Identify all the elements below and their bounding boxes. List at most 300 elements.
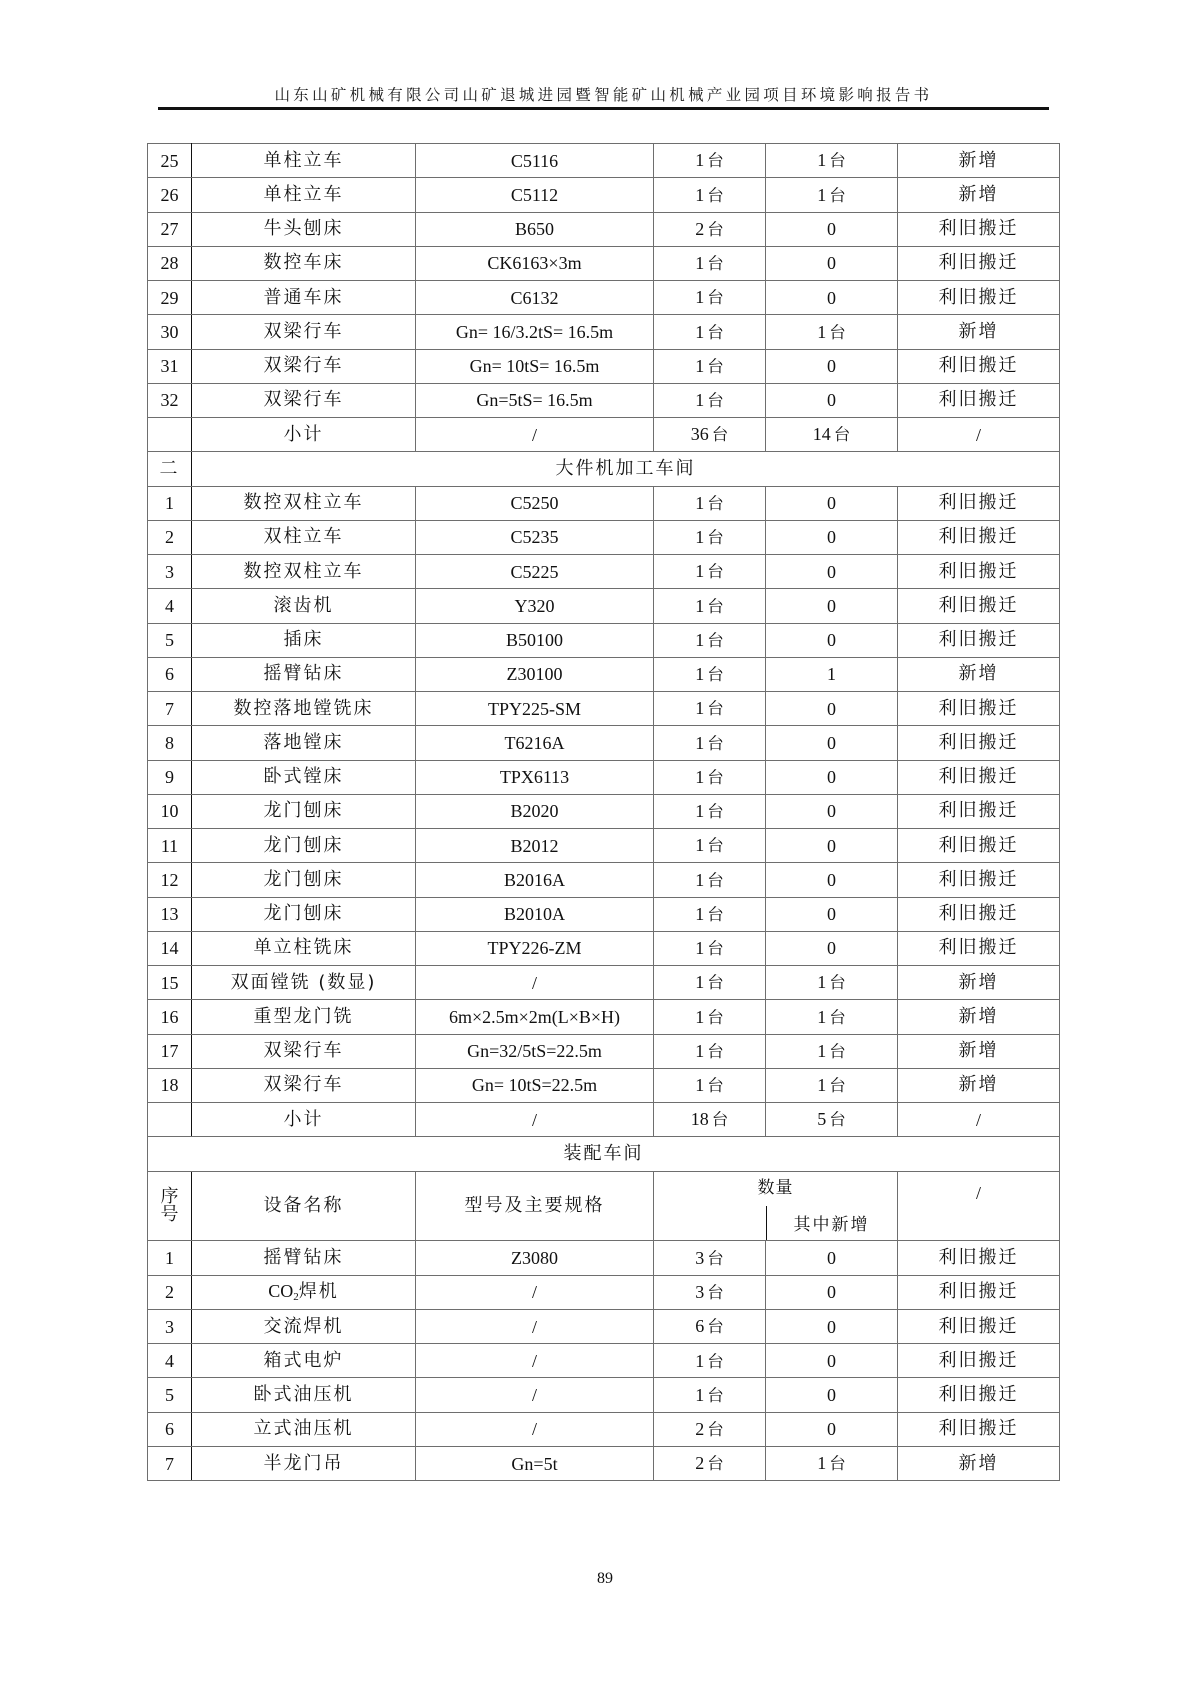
row-number: 29: [148, 281, 192, 315]
quantity-value: 1: [695, 1040, 705, 1061]
quantity-unit: 台: [707, 322, 724, 342]
column-header-quantity: 数量: [757, 1177, 794, 1198]
model-spec: /: [416, 1309, 654, 1343]
row-number: 6: [148, 1412, 192, 1446]
equipment-name: 双梁行车: [192, 315, 416, 349]
quantity-unit: 台: [707, 1248, 724, 1268]
new-quantity: [766, 623, 898, 657]
equipment-name: 数控车床: [192, 246, 416, 280]
new-quantity: [766, 863, 898, 897]
remark: 利旧搬迁: [898, 520, 1060, 554]
new-quantity-value: 0: [827, 356, 836, 377]
quantity-value: 3: [695, 1247, 705, 1268]
model-spec: C6132: [416, 281, 654, 315]
new-quantity-value: 1: [817, 1453, 827, 1474]
new-quantity-value: 0: [827, 835, 836, 856]
quantity-unit: 台: [707, 665, 724, 685]
new-quantity-value: 0: [827, 869, 836, 890]
quantity-unit: 台: [707, 973, 724, 993]
equipment-table: [147, 143, 1060, 1481]
new-quantity-value: 0: [827, 493, 836, 514]
table-row: [148, 931, 1060, 965]
subtotal-row: [148, 1103, 1060, 1137]
model-spec: C5235: [416, 520, 654, 554]
quantity-value: 1: [695, 150, 705, 171]
remark: 新增: [898, 178, 1060, 212]
model-spec: TPX6113: [416, 760, 654, 794]
new-quantity-value: 0: [827, 219, 836, 240]
new-quantity-value: 0: [827, 1248, 836, 1269]
equipment-name: 双梁行车: [192, 1068, 416, 1102]
quantity: [654, 315, 766, 349]
quantity-unit: 台: [707, 1385, 724, 1405]
equipment-name: [192, 1275, 416, 1309]
equipment-name: 箱式电炉: [192, 1344, 416, 1378]
row-number: 2: [148, 520, 192, 554]
remark: 利旧搬迁: [898, 589, 1060, 623]
remark: 新增: [898, 1000, 1060, 1034]
quantity-unit: 台: [707, 254, 724, 274]
new-quantity: [766, 794, 898, 828]
running-header: 山东山矿机械有限公司山矿退城进园暨智能矿山机械产业园项目环境影响报告书: [274, 86, 933, 104]
quantity: [654, 1378, 766, 1412]
remark: 新增: [898, 1068, 1060, 1102]
new-quantity-unit: 台: [829, 1007, 846, 1027]
model-spec: TPY226-ZM: [416, 931, 654, 965]
row-number: 2: [148, 1275, 192, 1309]
row-number: 12: [148, 863, 192, 897]
remark: 利旧搬迁: [898, 1275, 1060, 1309]
row-number: 32: [148, 383, 192, 417]
column-header-quantity-group: [654, 1171, 898, 1241]
column-header-model: 型号及主要规格: [416, 1171, 654, 1241]
model-spec: B650: [416, 212, 654, 246]
row-number: 18: [148, 1068, 192, 1102]
new-quantity-value: 0: [827, 390, 836, 411]
quantity-unit: 台: [707, 185, 724, 205]
quantity: [654, 1412, 766, 1446]
model-spec: 6m×2.5m×2m(L×B×H): [416, 1000, 654, 1034]
new-quantity: [766, 486, 898, 520]
quantity: [654, 246, 766, 280]
subtotal-quantity-unit: 台: [711, 1110, 729, 1130]
quantity: [654, 863, 766, 897]
subtotal-quantity: [654, 1103, 766, 1137]
quantity-value: 1: [695, 492, 705, 513]
quantity: [654, 623, 766, 657]
equipment-name: 双面镗铣 (数显): [192, 966, 416, 1000]
quantity-value: 1: [695, 355, 705, 376]
remark: 利旧搬迁: [898, 760, 1060, 794]
model-spec: Gn=5t: [416, 1446, 654, 1480]
equipment-name: 数控双柱立车: [192, 486, 416, 520]
quantity-value: 1: [695, 1350, 705, 1371]
remark: 新增: [898, 1446, 1060, 1480]
new-quantity: [766, 246, 898, 280]
quantity: [654, 349, 766, 383]
model-spec: B2020: [416, 794, 654, 828]
model-spec: CK6163×3m: [416, 246, 654, 280]
row-number: 31: [148, 349, 192, 383]
row-number: 16: [148, 1000, 192, 1034]
model-spec: B50100: [416, 623, 654, 657]
equipment-name: 交流焊机: [192, 1309, 416, 1343]
new-quantity-unit: 台: [829, 185, 846, 205]
model-spec: C5250: [416, 486, 654, 520]
table-row: [148, 1344, 1060, 1378]
quantity-unit: 台: [707, 1454, 724, 1474]
model-spec: /: [416, 966, 654, 1000]
equipment-name: 单柱立车: [192, 178, 416, 212]
table-row: [148, 692, 1060, 726]
new-quantity-value: 0: [827, 1350, 836, 1371]
new-quantity-value: 1: [817, 321, 827, 342]
new-quantity: [766, 726, 898, 760]
quantity-value: 1: [695, 1075, 705, 1096]
row-number: 1: [148, 1241, 192, 1275]
quantity: [654, 1446, 766, 1480]
table-row: [148, 178, 1060, 212]
subtotal-new-quantity-value: 14: [812, 424, 831, 445]
quantity-value: 1: [695, 184, 705, 205]
equipment-name: 龙门刨床: [192, 794, 416, 828]
column-header-row: [148, 1171, 1060, 1241]
model-spec: /: [416, 1412, 654, 1446]
quantity-value: 3: [695, 1282, 705, 1303]
new-quantity-value: 0: [827, 1419, 836, 1440]
quantity: [654, 383, 766, 417]
quantity-value: 1: [695, 766, 705, 787]
new-quantity: [766, 520, 898, 554]
quantity-value: 1: [695, 595, 705, 616]
subtotal-quantity: [654, 418, 766, 452]
row-number: 13: [148, 897, 192, 931]
quantity-unit: 台: [707, 904, 724, 924]
quantity: [654, 555, 766, 589]
header-rule: [158, 107, 1049, 110]
subtotal-remark: /: [898, 418, 1060, 452]
row-number: 15: [148, 966, 192, 1000]
remark: 利旧搬迁: [898, 794, 1060, 828]
quantity: [654, 1309, 766, 1343]
model-spec: Gn= 16/3.2tS= 16.5m: [416, 315, 654, 349]
new-quantity-unit: 台: [829, 322, 846, 342]
row-number-empty: [148, 418, 192, 452]
model-spec: C5225: [416, 555, 654, 589]
equipment-name: 龙门刨床: [192, 897, 416, 931]
quantity-header-wrap: [654, 1172, 897, 1241]
quantity-value: 1: [695, 321, 705, 342]
row-number: 8: [148, 726, 192, 760]
table-row: [148, 1309, 1060, 1343]
new-quantity: [766, 657, 898, 691]
row-number-empty: [148, 1103, 192, 1137]
quantity-unit: 台: [707, 493, 724, 513]
remark: 新增: [898, 657, 1060, 691]
subtotal-quantity-value: 18: [690, 1109, 709, 1130]
table-row: [148, 1068, 1060, 1102]
column-header-remark: [898, 1171, 1060, 1241]
remark: 利旧搬迁: [898, 383, 1060, 417]
quantity-unit: 台: [707, 1041, 724, 1061]
equipment-name: 普通车床: [192, 281, 416, 315]
new-quantity: [766, 178, 898, 212]
new-quantity: [766, 1034, 898, 1068]
model-spec: Gn= 10tS= 16.5m: [416, 349, 654, 383]
quantity: [654, 1034, 766, 1068]
quantity-value: 1: [695, 287, 705, 308]
quantity-value: 1: [695, 835, 705, 856]
table-row: [148, 383, 1060, 417]
new-quantity-unit: 台: [829, 151, 846, 171]
column-header-number: [148, 1171, 192, 1241]
remark: 利旧搬迁: [898, 246, 1060, 280]
table-row: [148, 1034, 1060, 1068]
row-number: 28: [148, 246, 192, 280]
quantity: [654, 212, 766, 246]
model-spec: /: [416, 1344, 654, 1378]
subtotal-model: /: [416, 418, 654, 452]
quantity: [654, 1000, 766, 1034]
subtotal-label: 小计: [192, 1103, 416, 1137]
subtotal-model: /: [416, 1103, 654, 1137]
new-quantity-value: 1: [817, 184, 827, 205]
section-title: 大件机加工车间: [192, 452, 1060, 486]
new-quantity-value: 0: [827, 732, 836, 753]
model-spec: TPY225-SM: [416, 692, 654, 726]
quantity-unit: 台: [707, 151, 724, 171]
section-heading-row: [148, 452, 1060, 486]
new-quantity-value: 1: [827, 664, 836, 685]
quantity-value: 1: [695, 801, 705, 822]
remark: 利旧搬迁: [898, 726, 1060, 760]
new-quantity: [766, 349, 898, 383]
table-row: [148, 144, 1060, 178]
quantity: [654, 1344, 766, 1378]
new-quantity: [766, 1344, 898, 1378]
quantity-value: 1: [695, 732, 705, 753]
new-quantity: [766, 1446, 898, 1480]
quantity: [654, 966, 766, 1000]
subtotal-new-quantity-unit: 台: [829, 1110, 846, 1130]
new-quantity: [766, 1412, 898, 1446]
quantity-unit: 台: [707, 1283, 724, 1303]
equipment-name: 双柱立车: [192, 520, 416, 554]
new-quantity-value: 0: [827, 253, 836, 274]
quantity-unit: 台: [707, 699, 724, 719]
quantity: [654, 1241, 766, 1275]
quantity-value: 1: [695, 527, 705, 548]
quantity-value: 2: [695, 1419, 705, 1440]
table-row: [148, 760, 1060, 794]
equipment-name: 落地镗床: [192, 726, 416, 760]
new-quantity-unit: 台: [829, 1076, 846, 1096]
new-quantity: [766, 281, 898, 315]
subtotal-quantity-value: 36: [690, 424, 709, 445]
equipment-name: 牛头刨床: [192, 212, 416, 246]
row-number: 26: [148, 178, 192, 212]
table-row: [148, 623, 1060, 657]
column-header-remark-text: /: [975, 1182, 981, 1203]
quantity: [654, 178, 766, 212]
equipment-name: 摇臂钻床: [192, 1241, 416, 1275]
quantity: [654, 760, 766, 794]
quantity-unit: 台: [707, 356, 724, 376]
new-quantity: [766, 897, 898, 931]
quantity-unit: 台: [707, 1076, 724, 1096]
table-row: [148, 246, 1060, 280]
row-number: 14: [148, 931, 192, 965]
row-number: 9: [148, 760, 192, 794]
equipment-name: 龙门刨床: [192, 863, 416, 897]
new-quantity: [766, 1378, 898, 1412]
remark: 利旧搬迁: [898, 1412, 1060, 1446]
new-quantity: [766, 829, 898, 863]
remark: 利旧搬迁: [898, 692, 1060, 726]
remark: 利旧搬迁: [898, 897, 1060, 931]
quantity-value: 1: [695, 698, 705, 719]
row-number: 6: [148, 657, 192, 691]
quantity: [654, 144, 766, 178]
row-number: 4: [148, 1344, 192, 1378]
new-quantity: [766, 760, 898, 794]
new-quantity: [766, 315, 898, 349]
new-quantity-value: 0: [827, 527, 836, 548]
new-quantity-value: 0: [827, 1282, 836, 1303]
new-quantity: [766, 555, 898, 589]
new-quantity-value: 0: [827, 630, 836, 651]
remark: 利旧搬迁: [898, 1309, 1060, 1343]
quantity-value: 1: [695, 253, 705, 274]
new-quantity-value: 0: [827, 698, 836, 719]
equipment-name: 单立柱铣床: [192, 931, 416, 965]
equipment-name-text: 焊机: [298, 1280, 339, 1302]
remark: 利旧搬迁: [898, 623, 1060, 657]
remark: 新增: [898, 1034, 1060, 1068]
row-number: 17: [148, 1034, 192, 1068]
quantity-unit: 台: [707, 596, 724, 616]
table-row: [148, 315, 1060, 349]
quantity-value: 1: [695, 1006, 705, 1027]
remark: 利旧搬迁: [898, 349, 1060, 383]
new-quantity: [766, 1275, 898, 1309]
row-number: 5: [148, 1378, 192, 1412]
table-row: [148, 1446, 1060, 1480]
model-spec: Gn= 10tS=22.5m: [416, 1068, 654, 1102]
equipment-name: 插床: [192, 623, 416, 657]
co2-formula: $CO_2$: [268, 1280, 299, 1303]
equipment-name: 滚齿机: [192, 589, 416, 623]
quantity-unit: 台: [707, 870, 724, 890]
new-quantity-value: 0: [827, 767, 836, 788]
row-number: 25: [148, 144, 192, 178]
subtotal-row: [148, 418, 1060, 452]
quantity-unit: 台: [707, 219, 724, 239]
remark: 利旧搬迁: [898, 931, 1060, 965]
row-number: 27: [148, 212, 192, 246]
subtotal-new-quantity-unit: 台: [833, 425, 851, 445]
new-quantity-value: 1: [817, 1040, 827, 1061]
table-row: [148, 486, 1060, 520]
quantity-value: 1: [695, 664, 705, 685]
section-heading-row: [148, 1137, 1060, 1171]
page-number: 89: [597, 1570, 613, 1587]
quantity: [654, 794, 766, 828]
new-quantity-value: 0: [827, 938, 836, 959]
row-number: 1: [148, 486, 192, 520]
column-header-new-quantity: 其中新增: [793, 1215, 870, 1236]
column-header-number-text: 序号: [160, 1185, 179, 1225]
quantity: [654, 897, 766, 931]
quantity-value: 1: [695, 938, 705, 959]
remark: 新增: [898, 966, 1060, 1000]
new-quantity: [766, 1000, 898, 1034]
remark: 利旧搬迁: [898, 486, 1060, 520]
model-spec: /: [416, 1275, 654, 1309]
quantity-unit: 台: [707, 528, 724, 548]
row-number: 10: [148, 794, 192, 828]
subtotal-new-quantity-value: 5: [817, 1109, 827, 1130]
remark: 利旧搬迁: [898, 555, 1060, 589]
table-row: [148, 1378, 1060, 1412]
quantity-value: 1: [695, 390, 705, 411]
quantity: [654, 931, 766, 965]
table-row: [148, 520, 1060, 554]
table-row: [148, 1275, 1060, 1309]
quantity-unit: 台: [707, 630, 724, 650]
table-row: [148, 349, 1060, 383]
table-row: [148, 1241, 1060, 1275]
subtotal-label: 小计: [192, 418, 416, 452]
model-spec: Gn=32/5tS=22.5m: [416, 1034, 654, 1068]
equipment-name: 数控双柱立车: [192, 555, 416, 589]
section-title: 装配车间: [148, 1137, 1060, 1171]
new-quantity: [766, 383, 898, 417]
quantity-value: 6: [695, 1316, 705, 1337]
model-spec: T6216A: [416, 726, 654, 760]
table-row: [148, 726, 1060, 760]
subtotal-new-quantity: [766, 1103, 898, 1137]
equipment-name: 双梁行车: [192, 349, 416, 383]
table-row: [148, 897, 1060, 931]
table-row: [148, 1000, 1060, 1034]
table-row: [148, 863, 1060, 897]
quantity: [654, 486, 766, 520]
new-quantity: [766, 692, 898, 726]
quantity-unit: 台: [707, 562, 724, 582]
model-spec: C5116: [416, 144, 654, 178]
equipment-name: 龙门刨床: [192, 829, 416, 863]
quantity-unit: 台: [707, 767, 724, 787]
model-spec: Gn=5tS= 16.5m: [416, 383, 654, 417]
subtotal-new-quantity: [766, 418, 898, 452]
table-row: [148, 794, 1060, 828]
quantity-unit: 台: [707, 1420, 724, 1440]
model-spec: C5112: [416, 178, 654, 212]
equipment-name: 摇臂钻床: [192, 657, 416, 691]
quantity: [654, 692, 766, 726]
quantity-unit: 台: [707, 1351, 724, 1371]
model-spec: /: [416, 1378, 654, 1412]
remark: 利旧搬迁: [898, 1378, 1060, 1412]
new-quantity: [766, 931, 898, 965]
remark: 新增: [898, 315, 1060, 349]
equipment-name: 半龙门吊: [192, 1446, 416, 1480]
quantity: [654, 1275, 766, 1309]
subtotal-remark: /: [898, 1103, 1060, 1137]
new-quantity-value: 0: [827, 561, 836, 582]
quantity-value: 1: [695, 869, 705, 890]
